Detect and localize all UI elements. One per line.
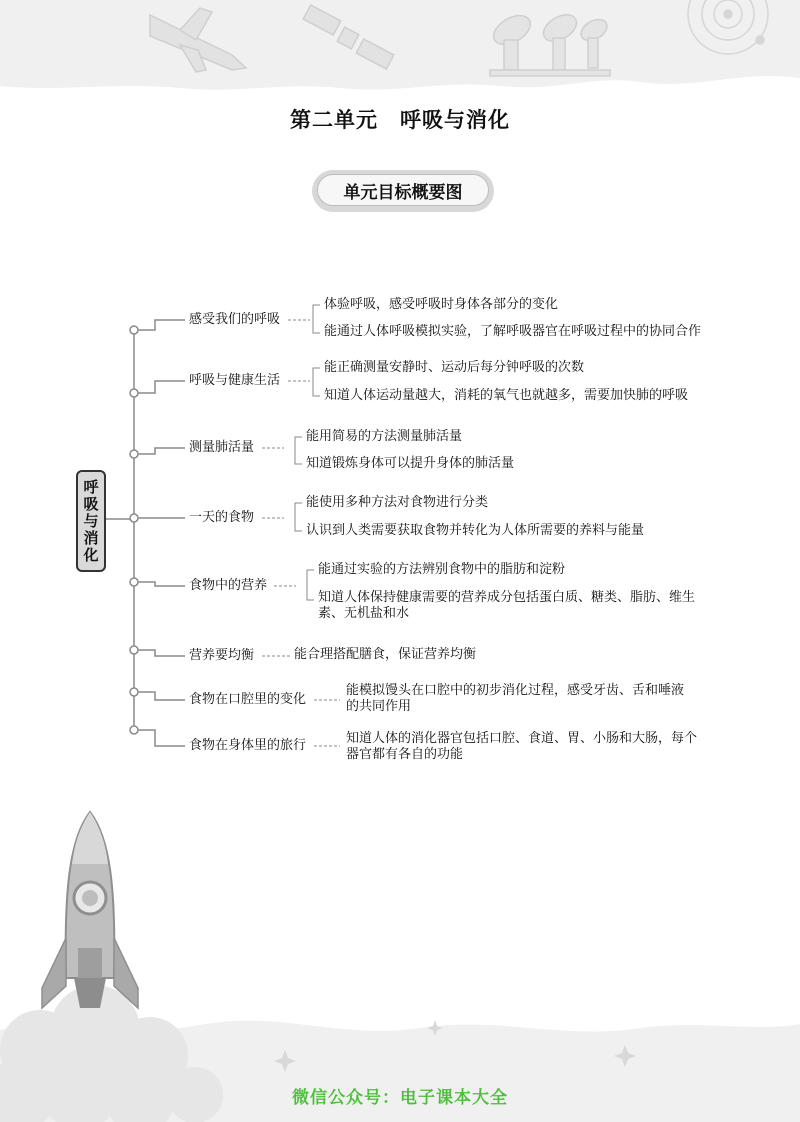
objective-item: 知道人体的消化器官包括口腔、食道、胃、小肠和大肠，每个器官都有各自的功能 — [346, 731, 698, 762]
rocket-body — [30, 808, 150, 1048]
objective-item: 能用简易的方法测量肺活量 — [306, 429, 463, 444]
objective-item: 能模拟馒头在口腔中的初步消化过程，感受牙齿、舌和唾液的共同作用 — [346, 683, 685, 714]
objective-item: 能通过实验的方法辨别食物中的脂肪和淀粉 — [318, 562, 566, 577]
topic-label: 一天的食物 — [189, 510, 255, 525]
badge-label: 单元目标概要图 — [317, 174, 489, 206]
topic-label: 测量肺活量 — [189, 440, 255, 455]
section-badge — [312, 170, 494, 212]
topic-label: 感受我们的呼吸 — [189, 312, 281, 327]
page-title: 第二单元 呼吸与消化 — [290, 107, 510, 132]
objective-item: 能正确测量安静时、运动后每分钟呼吸的次数 — [324, 360, 585, 375]
objective-item: 认识到人类需要获取食物并转化为人体所需要的养料与能量 — [306, 523, 645, 538]
topic-label: 营养要均衡 — [189, 648, 255, 663]
topic-label: 呼吸与健康生活 — [189, 373, 281, 388]
objective-item: 知道人体运动量越大，消耗的氧气也就越多，需要加快肺的呼吸 — [324, 388, 689, 403]
topic-label: 食物在口腔里的变化 — [189, 692, 307, 707]
topic-label: 食物中的营养 — [189, 578, 268, 593]
objective-item: 能使用多种方法对食物进行分类 — [306, 495, 489, 510]
mindmap-root: 呼吸与消化 — [76, 470, 106, 572]
objective-item: 能通过人体呼吸模拟实验，了解呼吸器官在呼吸过程中的协同合作 — [324, 324, 702, 339]
footer-wechat-label: 微信公众号：电子课本大全 — [292, 1088, 508, 1108]
objective-item: 能合理搭配膳食，保证营养均衡 — [294, 647, 477, 662]
topic-label: 食物在身体里的旅行 — [189, 738, 307, 753]
top-decoration — [0, 0, 800, 95]
objective-item: 知道人体保持健康需要的营养成分包括蛋白质、糖类、脂肪、维生素、无机盐和水 — [318, 590, 696, 621]
objective-item: 体验呼吸，感受呼吸时身体各部分的变化 — [324, 297, 559, 312]
objective-item: 知道锻炼身体可以提升身体的肺活量 — [306, 456, 515, 471]
